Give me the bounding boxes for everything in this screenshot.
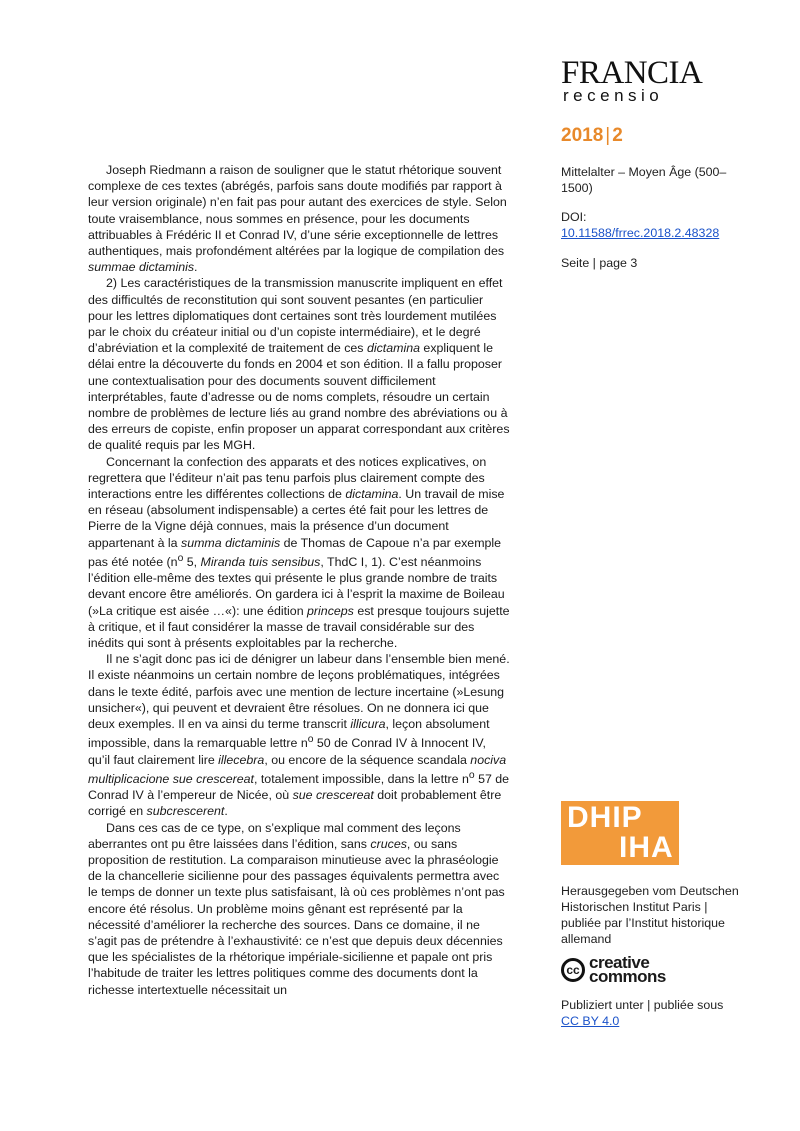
paragraph: 2) Les caractéristiques de la transmission manuscrite impliquent en effet des difficultés de reconstitution qui sont souvent pesantes (en particulier pour les lettres diplomatiques dont certaines sont très lourdement mutilées par le choix du créateur initial ou d’un copiste intermédiaire), et le degré d’abréviation et la complexité de traitement de ces dictamina expliquent le délai entre la découverte du fonds en 2004 et son édition. Il a fallu proposer une contextualisation pour des documents souvent difficilement interprétables, faute d’adresse ou de noms complets, résoudre un certain nombre de problèmes de lecture liés au grand nombre des abréviations ou à des erreurs de copiste, enfin proposer un apparat correspondant aux critères de qualité requis par les MGH.: [88, 276, 510, 453]
doi-block: [561, 209, 741, 241]
logo-title: FRANCIA: [561, 55, 703, 91]
cc-word-top: creative: [589, 953, 650, 972]
cc-icon: cc: [561, 958, 585, 982]
publisher-note: Herausgegeben vom Deutschen Historischen Institut Paris | publiée par l’Institut historique allemand: [561, 884, 739, 946]
section-label: Mittelalter – Moyen Âge (500–1500): [561, 165, 727, 195]
logo-dhip-text: DHIP: [567, 801, 643, 834]
paragraph: Il ne s’agit donc pas ici de dénigrer un labeur dans l’ensemble bien mené. Il existe néanmoins un certain nombre de leçons problématiques, intégrées dans le texte édité, parfois avec une mention de lecture incertaine (»Lesung unsicher«), qui peuvent et devraient être résolues. On ne donnera ici que deux exemples. Il en va ainsi du terme transcrit illicura, leçon absolument impossible, dans la remarquable lettre $n^o$ 50 de Conrad IV à Innocent IV, qu’il faut clairement lire illecebra, ou encore de la séquence scandala nociva multiplicacione sue crescereat, totalement impossible, dans la lettre $n^o$ 57 de Conrad IV à l’empereur de Nicée, où sue crescereat doit probablement être corrigé en subcrescerent.: [88, 652, 510, 819]
license-block: [561, 997, 741, 1029]
doi-link[interactable]: 10.11588/frrec.2018.2.48328: [561, 226, 720, 240]
paragraph: Concernant la confection des apparats et des notices explicatives, on regrettera que l’éditeur n’ait pas tenu parfois plus clairement compte des interactions entre les différentes collections de dictamina. Un travail de mise en réseau (absolument indispensable) a certes été fait pour les lettres de Pierre de la Vigne déjà connues, mais la présence d’un document appartenant à la summa dictaminis de Thomas de Capoue n’a par exemple pas été notée ($n^o$ 5, Miranda tuis sensibus, ThdC I, 1). C’est néanmoins l’édition elle-même des textes qui présente le plus grande nombre de traits devant encore être améliorés. On gardera ici à l’esprit la maxime de Boileau (»La critique est aisée …«): une édition princeps est presque toujours sujette à critique, et il faut considérer la masse de travail considérable sur des inédits qui sont à présents exploitables par la recherche.: [88, 454, 510, 651]
journal-logo: [561, 55, 721, 105]
paragraph: Dans ces cas de ce type, on s’explique mal comment des leçons aberrantes ont pu être laissées dans l’édition, sans cruces, ou sans proposition de restitution. La comparaison minutieuse avec la phraséologie de la chancellerie sicilienne pour des passages équivalents permettra avec le temps de donner un texte plus satisfaisant, là où ces problèmes n’ont pas encore été résolus. Un problème moins gênant est représenté par la nécessité d’améliorer la recherche des sources. Dans ce domaine, il ne s’agit pas de prétendre à l’exhaustivité: ce n’est que depuis deux décennies que les spécialistes de la rhétorique impériale-sicilienne et papale ont pris l’habitude de traiter les lettres politiques comme des documents dont la richesse intertextuelle nécessitait un: [88, 820, 505, 997]
doi-label: DOI:: [561, 210, 587, 224]
issue-number: [561, 125, 623, 147]
article-body: [88, 162, 511, 998]
license-label: Publiziert unter | publiée sous: [561, 998, 724, 1012]
issue-separator: |: [605, 125, 611, 146]
dhip-logo: [561, 801, 679, 865]
issue-no: 2: [612, 125, 623, 146]
page-number: Seite | page 3: [561, 256, 638, 270]
cc-word-bottom: commons: [589, 967, 666, 986]
logo-subtitle: recensio: [563, 86, 664, 105]
license-link[interactable]: CC BY 4.0: [561, 1014, 620, 1028]
issue-year: 2018: [561, 125, 604, 146]
paragraph: Joseph Riedmann a raison de souligner que le statut rhétorique souvent complexe de ces textes (abrégés, parfois sans doute modifiés par rapport à leur version originale) n’en fait pas pour autant des exercices de style. Selon toute vraisemblance, nous sommes en présence, pour les documents attribuables à Frédéric II et Conrad IV, d’une série exceptionnelle de lettres authentiques, mais profondément altérées par la logique de compilation des summae dictaminis.: [88, 163, 507, 275]
creative-commons-logo: [561, 953, 666, 986]
logo-iha-text: IHA: [619, 831, 674, 864]
